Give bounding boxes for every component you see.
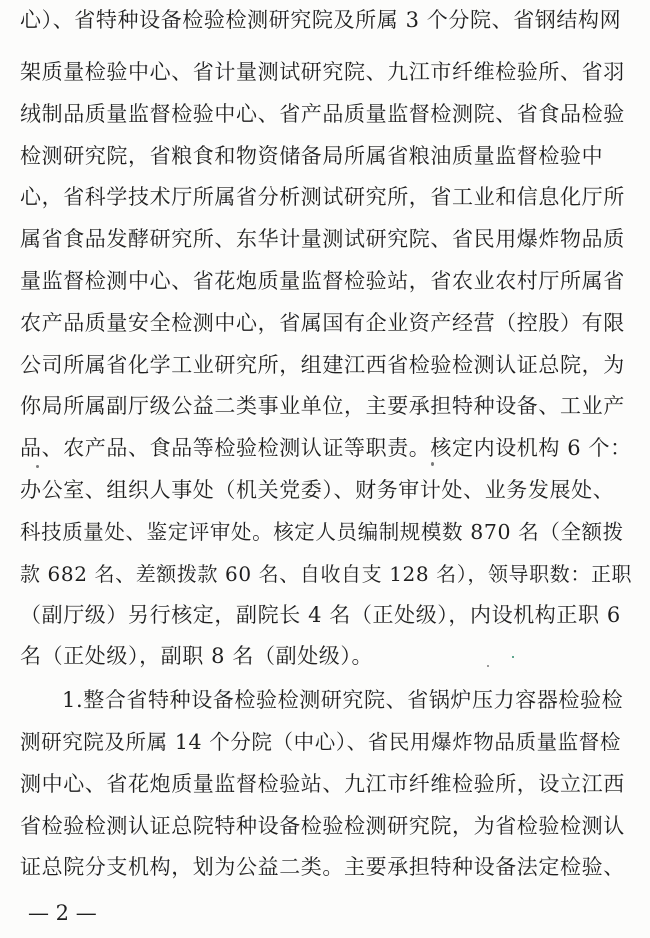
body-text-line: 心）、省特种设备检验检测研究院及所属 3 个分院、省钢结构网 [20,8,622,32]
body-text-line: 量监督检测中心、省花炮质量监督检验站，省农业农村厅所属省 [20,269,625,293]
body-text-line: （副厅级）另行核定，副院长 4 名（正处级），内设机构正职 6 [20,603,621,627]
body-text-line: 测研究院及所属 14 个分院（中心）、省民用爆炸物品质量监督检 [20,730,621,754]
body-text-line: 心，省科学技术厅所属省分析测试研究所，省工业和信息化厅所 [20,185,625,209]
body-text-line: 架质量检验中心、省计量测试研究院、九江市纤维检验所、省羽 [20,60,625,84]
body-text-line: 绒制品质量监督检验中心、省产品质量监督检测院、省食品检验 [20,102,625,126]
body-text-line: 证总院分支机构，划为公益二类。主要承担特种设备法定检验、 [20,855,625,879]
body-text-line: 农产品质量安全检测中心，省属国有企业资产经营（控股）有限 [20,311,625,335]
body-text-line: 公司所属省化学工业研究所，组建江西省检验检测认证总院，为 [20,353,625,377]
scan-speck [512,656,514,658]
scan-speck [431,462,434,466]
body-text-line: 办公室、组织人事处（机关党委）、财务审计处、业务发展处、 [20,478,615,502]
page-number: — 2 — [28,901,97,925]
body-text-line: 科技质量处、鉴定评审处。核定人员编制规模数 870 名（全额拨 [20,520,624,544]
body-text-line: 名（正处级），副职 8 名（副处级）。 [20,644,374,668]
scan-speck [36,465,39,468]
body-text-line: 你局所属副厅级公益二类事业单位，主要承担特种设备、工业产 [20,394,625,418]
body-text-line: 检测研究院，省粮食和物资储备局所属省粮油质量监督检验中 [20,144,604,168]
body-text-line: 省检验检测认证总院特种设备检验检测研究院，为省检验检测认 [20,814,625,838]
body-text-line: 属省食品发酵研究所、东华计量测试研究院、省民用爆炸物品质 [20,227,625,251]
paragraph-first-line: 1.整合省特种设备检验检测研究院、省锅炉压力容器检验检 [62,688,624,712]
scan-speck [487,665,489,667]
body-text-line: 款 682 名、差额拨款 60 名、自收自支 128 名），领导职数：正职 [20,562,633,586]
body-text-line: 测中心、省花炮质量监督检验站、九江市纤维检验所，设立江西 [20,772,625,796]
body-text-line: 品、农产品、食品等检验检测认证等职责。核定内设机构 6 个： [20,436,632,460]
